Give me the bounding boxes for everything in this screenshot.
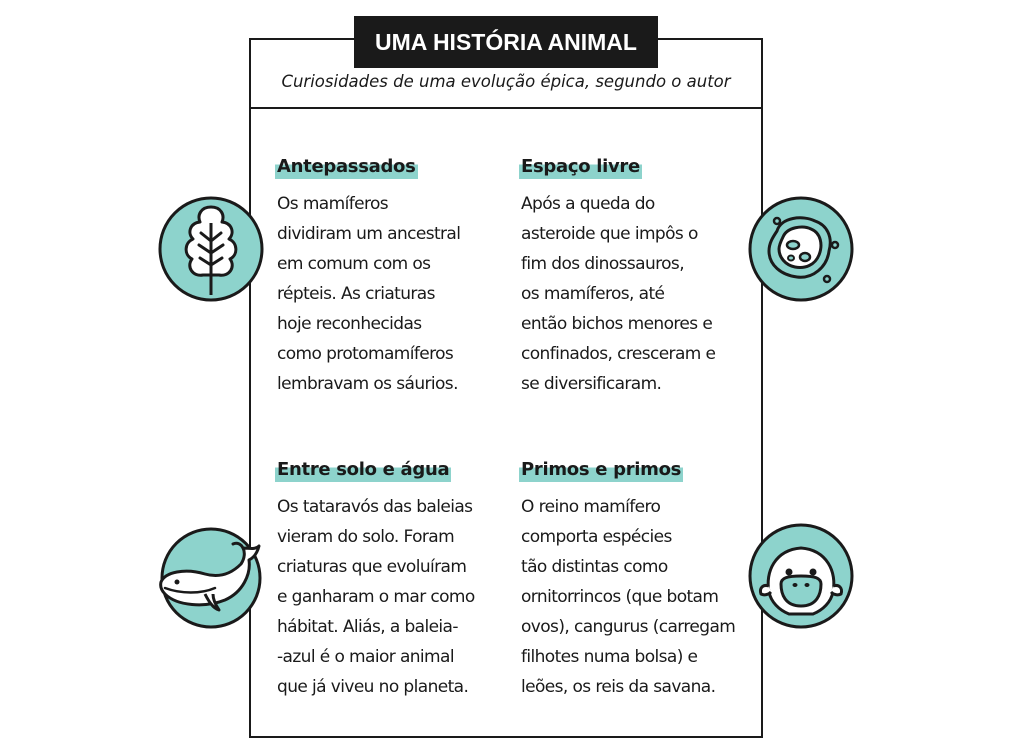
platypus-icon: [747, 522, 855, 630]
tree-icon: [157, 195, 265, 303]
section-text: Os mamíferos dividiram um ancestral em comum com os répteis. As criaturas hoje reconhecidas como protomamíferos lembravam os sáurios.: [277, 194, 461, 394]
section-antepassados: [277, 155, 502, 399]
asteroid-icon: [747, 195, 855, 303]
section-heading: Antepassados: [277, 156, 416, 177]
section-text: O reino mamífero comporta espécies tão distintas como ornitorrincos (que botam ovos), cangurus (carregam filhotes numa bolsa) e leões, os reis da savana.: [521, 497, 736, 697]
section-primos-e-primos: [521, 458, 746, 702]
section-entre-solo-e-agua: [277, 458, 502, 702]
header-divider: [251, 107, 761, 109]
page-subtitle: Curiosidades de uma evolução épica, segundo o autor: [281, 72, 731, 91]
whale-icon: [155, 522, 263, 630]
section-heading: Primos e primos: [521, 459, 682, 480]
section-text: Após a queda do asteroide que impôs o fim dos dinossauros, os mamíferos, até então bichos menores e confinados, cresceram e se diversificaram.: [521, 194, 716, 394]
section-heading: Entre solo e água: [277, 459, 450, 480]
section-heading: Espaço livre: [521, 156, 640, 177]
page-title: UMA HISTÓRIA ANIMAL: [354, 16, 658, 68]
section-text: Os tataravós das baleias vieram do solo. Foram criaturas que evoluíram e ganharam o mar como hábitat. Aliás, a baleia- -azul é o maior animal que já viveu no planeta.: [277, 497, 475, 697]
section-espaco-livre: [521, 155, 746, 399]
